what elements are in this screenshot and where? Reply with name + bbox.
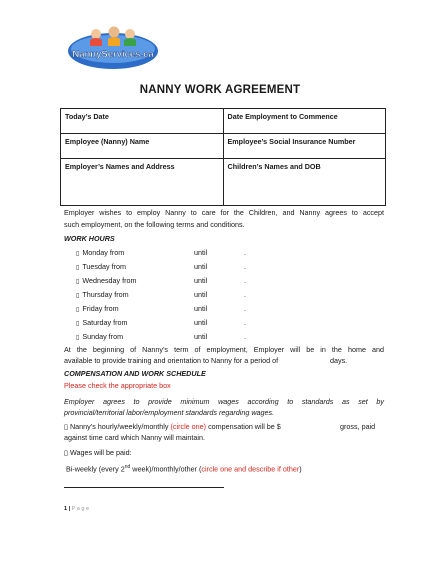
logo-text: NannyServices.ca bbox=[72, 49, 154, 60]
gross-paid-label: gross, paid bbox=[340, 422, 376, 431]
checkbox-icon[interactable]: ▯ bbox=[76, 278, 80, 285]
training-days-label: days. bbox=[330, 356, 348, 365]
checkbox-icon[interactable]: ▯ bbox=[76, 264, 80, 271]
until-label: until bbox=[194, 304, 208, 313]
circle-describe-note: circle one and describe if other bbox=[201, 464, 300, 474]
work-hours-heading: WORK HOURS bbox=[64, 234, 115, 243]
day-label: Tuesday from bbox=[82, 262, 126, 271]
blank-dot: . bbox=[244, 318, 246, 327]
compensation-rate-line bbox=[64, 421, 384, 433]
page-title: NANNY WORK AGREEMENT bbox=[139, 84, 301, 96]
checkbox-icon[interactable]: ▯ bbox=[76, 320, 80, 327]
compensation-heading: COMPENSATION AND WORK SCHEDULE bbox=[64, 369, 206, 378]
employee-name-field: Employee (Nanny) Name bbox=[61, 134, 224, 159]
schedule-row-wednesday bbox=[76, 276, 276, 288]
day-label: Friday from bbox=[82, 304, 119, 313]
schedule-row-friday bbox=[76, 304, 276, 316]
blank-dot: . bbox=[244, 290, 246, 299]
blank-dot: . bbox=[244, 276, 246, 285]
page-label: P a g e bbox=[71, 506, 90, 512]
table-row bbox=[61, 159, 386, 206]
until-label: until bbox=[194, 318, 208, 327]
training-line-1: At the beginning of Nanny’s term of employment, Employer will be in the home and bbox=[64, 345, 384, 354]
day-label: Monday from bbox=[82, 248, 125, 257]
childrens-names-dob-field: Children’s Names and DOB bbox=[223, 159, 386, 206]
frequency-superscript: nd bbox=[124, 464, 131, 470]
wages-paid-checkbox-text[interactable]: ▯ Wages will be paid: bbox=[64, 448, 132, 457]
schedule-row-saturday bbox=[76, 318, 276, 330]
schedule-row-monday bbox=[76, 248, 276, 260]
blank-dot: . bbox=[244, 262, 246, 271]
frequency-text-c: ) bbox=[299, 464, 302, 474]
employer-names-address-field: Employer’s Names and Address bbox=[61, 159, 224, 206]
intro-line-2: such employment, on the following terms and conditions. bbox=[64, 220, 245, 229]
table-row bbox=[61, 134, 386, 159]
until-label: until bbox=[194, 248, 208, 257]
day-label: Saturday from bbox=[82, 318, 128, 327]
agreement-info-table bbox=[60, 108, 386, 206]
circle-one-note: (circle one) bbox=[170, 422, 207, 431]
signature-line bbox=[64, 487, 224, 488]
minimum-wage-line-2: provincial/territorial labor/employment standards regarding wages. bbox=[64, 408, 275, 417]
day-label: Wednesday from bbox=[82, 276, 137, 285]
checkbox-icon[interactable]: ▯ bbox=[76, 250, 80, 257]
time-card-line: against time card which Nanny will maintain. bbox=[64, 433, 206, 442]
schedule-row-tuesday bbox=[76, 262, 276, 274]
blank-dot: . bbox=[244, 248, 246, 257]
frequency-text-b: week)/monthly/other ( bbox=[132, 464, 202, 474]
training-period-text: available to provide training and orientation to Nanny for a period of bbox=[64, 356, 279, 365]
until-label: until bbox=[194, 276, 208, 285]
blank-dot: . bbox=[244, 332, 246, 341]
training-line-2 bbox=[64, 355, 384, 367]
schedule-row-thursday bbox=[76, 290, 276, 302]
compensation-amount-label: compensation will be $ bbox=[208, 422, 281, 431]
employment-commence-date-field: Date Employment to Commence bbox=[223, 109, 386, 134]
day-label: Sunday from bbox=[82, 332, 124, 341]
minimum-wage-line-1: Employer agrees to provide minimum wages according to standards as set by bbox=[64, 397, 384, 406]
checkbox-icon[interactable]: ▯ bbox=[76, 292, 80, 299]
employee-sin-field: Employee’s Social Insurance Number bbox=[223, 134, 386, 159]
until-label: until bbox=[194, 262, 208, 271]
page-footer bbox=[64, 506, 89, 512]
todays-date-field: Today’s Date bbox=[61, 109, 224, 134]
page-number: 1 bbox=[64, 506, 68, 512]
frequency-text-a: Bi-weekly (every 2 bbox=[66, 464, 125, 474]
intro-line-1: Employer wishes to employ Nanny to care for the Children, and Nanny agrees to accept bbox=[64, 208, 384, 217]
schedule-row-sunday bbox=[76, 332, 276, 344]
until-label: until bbox=[194, 290, 208, 299]
checkbox-icon[interactable]: ▯ bbox=[76, 306, 80, 313]
nanny-services-logo bbox=[66, 24, 160, 72]
table-row bbox=[61, 109, 386, 134]
rate-option-checkbox-text[interactable]: ▯ Nanny’s hourly/weekly/monthly bbox=[64, 422, 169, 431]
day-label: Thursday from bbox=[82, 290, 129, 299]
check-box-note: Please check the appropriate box bbox=[64, 381, 171, 390]
payment-frequency-line bbox=[66, 462, 386, 475]
footer-separator: | bbox=[68, 506, 71, 512]
until-label: until bbox=[194, 332, 208, 341]
blank-dot: . bbox=[244, 304, 246, 313]
checkbox-icon[interactable]: ▯ bbox=[76, 334, 80, 341]
